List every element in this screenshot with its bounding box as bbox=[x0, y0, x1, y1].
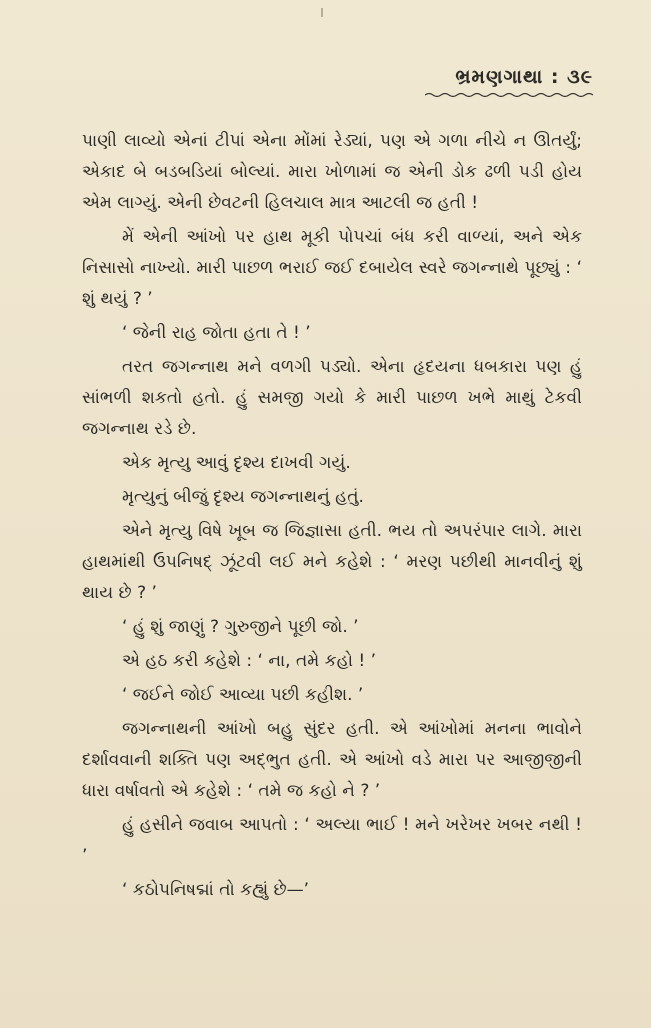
paragraph-5: એક મૃત્યુ આવું દૃશ્ય દાખવી ગયું. bbox=[122, 453, 351, 473]
paragraph-9: એ હઠ કરી કહેશે : ‘ ના, તમે કહો ! ’ bbox=[122, 651, 376, 671]
page-top-mark bbox=[321, 8, 323, 17]
paragraph-8: ‘ હું શું જાણું ? ગુરુજીને પૂછી જો. ’ bbox=[122, 617, 359, 637]
paragraph-2: મેં એની આંખો પર હાથ મૂકી પોપચાં બંધ કરી વાળ્યાં, અને એક નિસાસો નાખ્યો. મારી પાછળ ભરાઈ જઈ દબાયેલ સ્વરે જગન્નાથે પૂછ્યું : ‘ શું થયું ? ’ bbox=[82, 227, 582, 309]
running-head-underline bbox=[425, 92, 595, 98]
paragraph-1: પાણી લાવ્યો એનાં ટીપાં એના મોંમાં રેડ્યાં, પણ એ ગળા નીચે ન ઊતર્યું; એકાદ બે બડબડિયાં બોલ્યાં. મારા ખોળામાં જ એની ડોક ઢળી પડી હોય એમ લાગ્યું. એની છેવટની હિલચાલ માત્ર આટલી જ હતી ! bbox=[82, 131, 582, 213]
paragraph-11: જગન્નાથની આંખો બહુ સુંદર હતી. એ આંખોમાં મનના ભાવોને દર્શાવવાની શક્તિ પણ અદ્ભુત હતી. એ આંખો વડે મારા પર આજીજીની ધારા વર્ષાવતો એ કહેશે : ‘ તમે જ કહો ને ? ’ bbox=[82, 719, 582, 801]
paragraph-13: ‘ કઠોપનિષદ્માં તો કહ્યું છે—’ bbox=[122, 880, 310, 900]
paragraph-6: મૃત્યુનું બીજું દૃશ્ય જગન્નાથનું હતું. bbox=[122, 487, 364, 507]
paragraph-12: હું હસીને જવાબ આપતો : ‘ અલ્યા ભાઈ ! મને ખરેખર ખબર નથી ! ’ bbox=[82, 815, 582, 866]
body-text bbox=[82, 126, 582, 906]
paragraph-3: ‘ જેની રાહ જોતા હતા તે ! ’ bbox=[122, 323, 311, 343]
paragraph-7: એને મૃત્યુ વિષે ખૂબ જ જિજ્ઞાસા હતી. ભય તો અપરંપાર લાગે. મારા હાથમાંથી ઉપનિષદ્ ઝૂંટવી લઈ મને કહેશે : ‘ મરણ પછીથી માનવીનું શું થાય છે ? ’ bbox=[82, 521, 582, 603]
paragraph-4: તરત જગન્નાથ મને વળગી પડ્યો. એના હૃદયના ધબકારા પણ હું સાંભળી શકતો હતો. હું સમજી ગયો કે મારી પાછળ ખભે માથું ટેકવી જગન્નાથ રડે છે. bbox=[82, 357, 582, 439]
paragraph-10: ‘ જઈને જોઈ આવ્યા પછી કહીશ. ’ bbox=[122, 685, 364, 705]
running-head: ભ્રમણગાથા : ૩૯ bbox=[455, 66, 593, 88]
